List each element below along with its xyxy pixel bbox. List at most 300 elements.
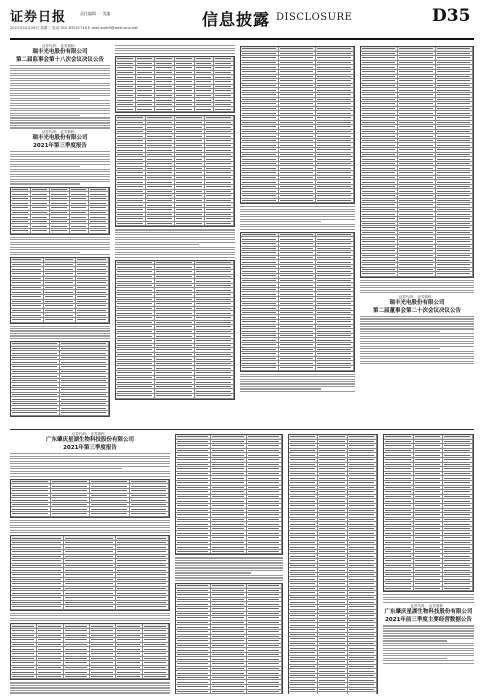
table-row <box>384 587 473 592</box>
table-cell <box>398 47 435 51</box>
table-cell <box>11 220 31 224</box>
table-cell <box>398 212 435 216</box>
table-cell <box>398 272 435 276</box>
text-line <box>360 287 474 288</box>
text-line <box>360 318 474 319</box>
table-cell <box>316 125 354 129</box>
table-cell <box>211 550 246 554</box>
text-line <box>383 655 474 656</box>
table-row <box>176 550 282 555</box>
table-cell <box>398 157 435 161</box>
table-cell <box>116 629 142 633</box>
table-cell <box>116 284 155 288</box>
table-cell <box>318 449 347 453</box>
table-cell <box>116 176 146 180</box>
table-cell <box>436 65 473 69</box>
table-cell <box>316 107 354 111</box>
table-cell <box>316 61 354 65</box>
table-cell <box>414 582 444 586</box>
table-cell <box>289 444 318 448</box>
table-cell <box>279 260 317 264</box>
table-cell <box>316 134 354 138</box>
table-cell <box>279 65 317 69</box>
table-cell <box>146 203 176 207</box>
table-cell <box>214 62 234 66</box>
table-cell <box>176 444 211 448</box>
table-cell <box>443 554 473 558</box>
table-cell <box>318 476 347 480</box>
table-cell <box>247 648 282 652</box>
table-cell <box>176 486 211 490</box>
table-cell <box>316 111 354 115</box>
table-cell <box>143 643 169 647</box>
table-cell <box>436 212 473 216</box>
table-cell <box>241 297 279 301</box>
table-cell <box>279 75 317 79</box>
table-cell <box>316 366 354 370</box>
table-cell <box>11 402 60 406</box>
table-cell <box>414 467 444 471</box>
table-cell <box>279 366 317 370</box>
table-cell <box>176 671 211 675</box>
table-cell <box>211 440 246 444</box>
table-cell <box>175 94 195 98</box>
table-cell <box>318 568 347 572</box>
table-cell <box>443 435 473 439</box>
text-line <box>10 249 110 250</box>
table-cell <box>146 222 176 226</box>
table-cell <box>279 302 317 306</box>
table-cell <box>247 458 282 462</box>
text-line <box>383 643 474 644</box>
table-cell <box>89 224 109 228</box>
table-cell <box>348 476 377 480</box>
table-cell <box>443 545 473 549</box>
table-cell <box>155 394 194 398</box>
table-cell <box>195 71 215 75</box>
table-cell <box>70 211 90 215</box>
table-cell <box>348 536 377 540</box>
table-cell <box>316 274 354 278</box>
text-line <box>115 50 235 51</box>
table-cell <box>289 541 318 545</box>
table-cell <box>241 61 279 65</box>
table-cell <box>116 98 136 102</box>
data-table <box>10 341 110 417</box>
text-line <box>10 164 110 165</box>
table-cell <box>361 111 398 115</box>
table-cell <box>318 541 347 545</box>
table-cell <box>348 674 377 678</box>
table-cell <box>214 107 234 111</box>
text-line <box>175 557 283 558</box>
table-cell <box>414 541 444 545</box>
table-cell <box>279 143 317 147</box>
table-cell <box>50 215 70 219</box>
table-cell <box>211 472 246 476</box>
table-cell <box>76 313 109 317</box>
table-cell <box>211 676 246 680</box>
table-cell <box>89 220 109 224</box>
table-cell <box>241 84 279 88</box>
table-cell <box>279 84 317 88</box>
table-cell <box>348 568 377 572</box>
table-cell <box>116 293 155 297</box>
table-cell <box>143 652 169 656</box>
table-cell <box>316 56 354 60</box>
table-cell <box>11 541 64 545</box>
table-cell <box>247 440 282 444</box>
table-cell <box>241 107 279 111</box>
table-cell <box>116 357 155 361</box>
table-cell <box>361 157 398 161</box>
table-cell <box>11 582 64 586</box>
table-cell <box>90 498 130 502</box>
text-line <box>115 257 235 258</box>
data-table <box>175 434 283 555</box>
table-cell <box>37 624 63 628</box>
article-col-2-bottom <box>175 432 283 694</box>
table-cell <box>31 229 51 233</box>
text-line <box>10 335 110 336</box>
table-cell <box>143 675 169 679</box>
table-cell <box>146 171 176 175</box>
table-cell <box>443 531 473 535</box>
table-cell <box>11 657 37 661</box>
table-cell <box>247 449 282 453</box>
text-line <box>10 103 110 104</box>
table-cell <box>247 522 282 526</box>
table-cell <box>318 637 347 641</box>
table-cell <box>279 125 317 129</box>
table-cell <box>116 190 146 194</box>
table-cell <box>116 94 136 98</box>
table-cell <box>241 237 279 241</box>
table-cell <box>175 144 205 148</box>
table-cell <box>195 265 234 269</box>
table-cell <box>176 676 211 680</box>
text-line <box>10 618 170 619</box>
table-cell <box>361 162 398 166</box>
table-cell <box>116 185 146 189</box>
table-cell <box>60 365 109 369</box>
table-cell <box>116 647 142 651</box>
table-cell <box>64 657 90 661</box>
text-line <box>383 630 474 631</box>
table-cell <box>436 52 473 56</box>
table-cell <box>116 550 169 554</box>
table-cell <box>11 484 51 488</box>
table-cell <box>11 290 44 294</box>
table-cell <box>443 499 473 503</box>
table-cell <box>289 646 318 650</box>
table-cell <box>316 166 354 170</box>
table-cell <box>51 512 91 516</box>
table-cell <box>348 541 377 545</box>
table-cell <box>176 453 211 457</box>
table-cell <box>11 313 44 317</box>
table-cell <box>247 490 282 494</box>
text-line <box>360 353 474 354</box>
table-cell <box>195 307 234 311</box>
table-cell <box>318 444 347 448</box>
table-cell <box>398 166 435 170</box>
table-cell <box>116 555 169 559</box>
table-cell <box>241 70 279 74</box>
table-cell <box>195 311 234 315</box>
table-cell <box>241 251 279 255</box>
table-cell <box>116 222 146 226</box>
table-cell <box>64 555 117 559</box>
table-cell <box>176 495 211 499</box>
table-cell <box>76 304 109 308</box>
table-cell <box>414 490 444 494</box>
table-cell <box>384 453 414 457</box>
table-cell <box>279 357 317 361</box>
table-cell <box>31 188 51 192</box>
table-cell <box>11 258 44 262</box>
table-cell <box>89 229 109 233</box>
table-cell <box>279 242 317 246</box>
table-cell <box>116 366 155 370</box>
table-cell <box>60 360 109 364</box>
table-cell <box>176 584 211 588</box>
table-cell <box>247 504 282 508</box>
table-cell <box>289 660 318 664</box>
text-line <box>383 597 474 598</box>
table-cell <box>116 605 169 609</box>
table-cell <box>116 71 136 75</box>
table-cell <box>436 107 473 111</box>
table-cell <box>146 213 176 217</box>
table-cell <box>116 559 169 563</box>
table-cell <box>398 56 435 60</box>
table-cell <box>289 509 318 513</box>
table-cell <box>436 61 473 65</box>
table-cell <box>279 171 317 175</box>
table-cell <box>361 148 398 152</box>
table-cell <box>436 240 473 244</box>
table-cell <box>316 283 354 287</box>
table-cell <box>76 286 109 290</box>
table-cell <box>11 411 60 415</box>
table-cell <box>64 605 117 609</box>
table-cell <box>348 600 377 604</box>
table-cell <box>136 103 156 107</box>
table-cell <box>116 573 169 577</box>
table-cell <box>11 393 60 397</box>
table-cell <box>318 600 347 604</box>
body-text <box>115 45 235 54</box>
text-line <box>10 78 110 79</box>
text-line <box>10 466 170 467</box>
table-cell <box>289 577 318 581</box>
table-cell <box>155 389 194 393</box>
table-cell <box>205 203 235 207</box>
text-line <box>10 476 170 477</box>
table-cell <box>116 652 142 656</box>
table-cell <box>143 634 169 638</box>
table-cell <box>211 653 246 657</box>
table-cell <box>175 116 205 120</box>
table-cell <box>214 94 234 98</box>
table-cell <box>414 564 444 568</box>
table-cell <box>90 666 116 670</box>
table-cell <box>289 637 318 641</box>
table-cell <box>176 463 211 467</box>
table-cell <box>384 573 414 577</box>
table-cell <box>175 125 205 129</box>
table-cell <box>318 642 347 646</box>
table-cell <box>247 584 282 588</box>
text-line <box>10 463 170 464</box>
table-cell <box>443 582 473 586</box>
table-cell <box>11 559 64 563</box>
table-cell <box>316 88 354 92</box>
table-cell <box>316 320 354 324</box>
table-cell <box>316 334 354 338</box>
table-cell <box>195 275 234 279</box>
text-line <box>10 85 110 86</box>
table-cell <box>361 79 398 83</box>
table-cell <box>318 522 347 526</box>
table-cell <box>146 167 176 171</box>
table-cell <box>211 639 246 643</box>
table-cell <box>436 272 473 276</box>
table-cell <box>289 683 318 687</box>
table-cell <box>398 185 435 189</box>
table-cell <box>11 503 51 507</box>
table-cell <box>176 635 211 639</box>
table-cell <box>361 166 398 170</box>
table-cell <box>398 134 435 138</box>
table-cell <box>316 338 354 342</box>
table-cell <box>414 499 444 503</box>
table-cell <box>414 463 444 467</box>
table-cell <box>398 130 435 134</box>
body-text <box>10 613 170 622</box>
table-cell <box>316 233 354 237</box>
table-cell <box>279 79 317 83</box>
table-cell <box>195 89 215 93</box>
text-line <box>360 323 474 324</box>
table-cell <box>195 357 234 361</box>
table-cell <box>155 311 194 315</box>
text-line <box>175 567 283 568</box>
table-row <box>11 318 109 323</box>
text-line <box>383 599 474 600</box>
text-line <box>360 336 474 337</box>
table-cell <box>398 107 435 111</box>
table-cell <box>116 298 155 302</box>
table-cell <box>436 217 473 221</box>
table-cell <box>241 189 279 193</box>
text-line <box>10 166 80 167</box>
table-cell <box>64 629 90 633</box>
table-cell <box>176 625 211 629</box>
table-cell <box>398 240 435 244</box>
table-cell <box>155 366 194 370</box>
text-line <box>115 244 199 245</box>
table-cell <box>205 134 235 138</box>
table-cell <box>241 247 279 251</box>
text-line <box>240 383 355 384</box>
table-cell <box>116 339 155 343</box>
table-cell <box>414 550 444 554</box>
table-cell <box>361 134 398 138</box>
table-cell <box>116 62 136 66</box>
table-cell <box>289 568 318 572</box>
table-cell <box>11 347 60 351</box>
table-cell <box>247 602 282 606</box>
table-cell <box>398 189 435 193</box>
table-cell <box>241 292 279 296</box>
text-line <box>383 645 474 646</box>
table-cell <box>211 680 246 684</box>
table-cell <box>90 624 116 628</box>
table-cell <box>116 321 155 325</box>
table-cell <box>130 503 170 507</box>
table-cell <box>146 148 176 152</box>
table-cell <box>289 642 318 646</box>
table-cell <box>205 176 235 180</box>
table-cell <box>241 288 279 292</box>
table-cell <box>155 321 194 325</box>
table-cell <box>60 383 109 387</box>
editor-credit: 责任编辑 · · 美编 <box>80 11 111 16</box>
table-cell <box>247 509 282 513</box>
table-cell <box>348 449 377 453</box>
table-cell <box>289 467 318 471</box>
table-cell <box>89 206 109 210</box>
text-line <box>115 252 235 253</box>
section-title: 信息披露 <box>202 10 271 29</box>
table-cell <box>116 265 155 269</box>
table-cell <box>318 504 347 508</box>
table-cell <box>64 670 90 674</box>
table-cell <box>348 692 377 694</box>
table-cell <box>247 486 282 490</box>
article-col-1-bottom <box>10 432 170 694</box>
table-cell <box>318 692 347 694</box>
text-line <box>10 333 110 334</box>
table-cell <box>348 591 377 595</box>
text-line <box>383 638 474 639</box>
table-cell <box>289 651 318 655</box>
table-cell <box>348 596 377 600</box>
table-cell <box>279 352 317 356</box>
table-cell <box>175 153 205 157</box>
body-text <box>240 206 355 230</box>
table-cell <box>11 383 60 387</box>
table-cell <box>361 93 398 97</box>
table-cell <box>443 458 473 462</box>
table-cell <box>316 98 354 102</box>
table-cell <box>247 513 282 517</box>
table-cell <box>175 130 205 134</box>
table-cell <box>89 201 109 205</box>
table-cell <box>176 518 211 522</box>
table-cell <box>211 593 246 597</box>
table-cell <box>11 666 37 670</box>
table-cell <box>361 249 398 253</box>
table-cell <box>247 621 282 625</box>
table-cell <box>64 647 90 651</box>
table-cell <box>205 162 235 166</box>
table-cell <box>279 306 317 310</box>
table-cell <box>116 371 155 375</box>
text-line <box>175 562 283 563</box>
